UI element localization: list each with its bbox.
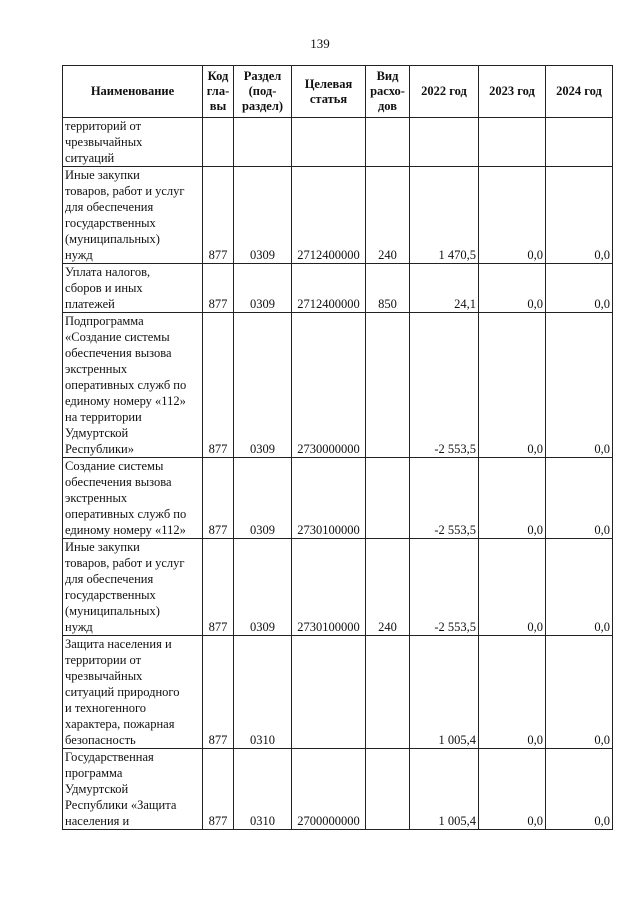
cell-section: 0309 bbox=[234, 167, 292, 264]
cell-expense-type bbox=[366, 118, 410, 167]
table-row bbox=[63, 749, 613, 830]
cell-2024: 0,0 bbox=[546, 636, 613, 749]
cell-target-article bbox=[292, 636, 366, 749]
header-name: Наименование bbox=[63, 66, 203, 118]
cell-target-article: 2712400000 bbox=[292, 167, 366, 264]
cell-2023 bbox=[479, 118, 546, 167]
cell-chapter-code: 877 bbox=[203, 167, 234, 264]
cell-2023: 0,0 bbox=[479, 167, 546, 264]
cell-2022: -2 553,5 bbox=[410, 313, 479, 458]
cell-2023: 0,0 bbox=[479, 458, 546, 539]
table-row bbox=[63, 313, 613, 458]
cell-expense-type: 240 bbox=[366, 167, 410, 264]
cell-2024: 0,0 bbox=[546, 313, 613, 458]
cell-section: 0309 bbox=[234, 539, 292, 636]
cell-name: Государственная программа Удмуртской Республики «Защита населения и bbox=[63, 749, 203, 830]
header-expense-type: Вид расхо- дов bbox=[366, 66, 410, 118]
cell-expense-type: 240 bbox=[366, 539, 410, 636]
header-section: Раздел (под- раздел) bbox=[234, 66, 292, 118]
cell-target-article: 2730000000 bbox=[292, 313, 366, 458]
cell-name: Иные закупки товаров, работ и услуг для обеспечения государственных (муниципальных) нужд bbox=[63, 167, 203, 264]
cell-name: Защита населения и территории от чрезвычайных ситуаций природного и техногенного характера, пожарная безопасность bbox=[63, 636, 203, 749]
cell-2023: 0,0 bbox=[479, 749, 546, 830]
header-2023: 2023 год bbox=[479, 66, 546, 118]
cell-expense-type: 850 bbox=[366, 264, 410, 313]
table-row bbox=[63, 264, 613, 313]
page-number: 139 bbox=[310, 36, 330, 51]
table-row bbox=[63, 539, 613, 636]
cell-2023: 0,0 bbox=[479, 539, 546, 636]
cell-2024 bbox=[546, 118, 613, 167]
budget-table bbox=[62, 65, 613, 830]
cell-2022: 1 005,4 bbox=[410, 636, 479, 749]
table-row bbox=[63, 118, 613, 167]
cell-2023: 0,0 bbox=[479, 313, 546, 458]
header-target-article: Целевая статья bbox=[292, 66, 366, 118]
cell-target-article bbox=[292, 118, 366, 167]
header-chapter-code: Код гла- вы bbox=[203, 66, 234, 118]
cell-2022: 1 005,4 bbox=[410, 749, 479, 830]
cell-2023: 0,0 bbox=[479, 264, 546, 313]
cell-expense-type bbox=[366, 458, 410, 539]
cell-section: 0309 bbox=[234, 264, 292, 313]
cell-2022: 1 470,5 bbox=[410, 167, 479, 264]
cell-chapter-code: 877 bbox=[203, 313, 234, 458]
cell-target-article: 2730100000 bbox=[292, 458, 366, 539]
cell-name: Иные закупки товаров, работ и услуг для обеспечения государственных (муниципальных) нужд bbox=[63, 539, 203, 636]
cell-name: территорий от чрезвычайных ситуаций bbox=[63, 118, 203, 167]
cell-2024: 0,0 bbox=[546, 458, 613, 539]
cell-section: 0309 bbox=[234, 313, 292, 458]
cell-name: Подпрограмма «Создание системы обеспечения вызова экстренных оперативных служб по единому номеру «112» на территории Удмуртской Республики» bbox=[63, 313, 203, 458]
cell-2023: 0,0 bbox=[479, 636, 546, 749]
cell-target-article: 2730100000 bbox=[292, 539, 366, 636]
table-row bbox=[63, 458, 613, 539]
table-row bbox=[63, 167, 613, 264]
cell-expense-type bbox=[366, 749, 410, 830]
cell-2024: 0,0 bbox=[546, 264, 613, 313]
table-row bbox=[63, 636, 613, 749]
cell-target-article: 2712400000 bbox=[292, 264, 366, 313]
cell-target-article: 2700000000 bbox=[292, 749, 366, 830]
cell-2022: 24,1 bbox=[410, 264, 479, 313]
cell-name: Создание системы обеспечения вызова экстренных оперативных служб по единому номеру «112» bbox=[63, 458, 203, 539]
cell-chapter-code: 877 bbox=[203, 264, 234, 313]
cell-name: Уплата налогов, сборов и иных платежей bbox=[63, 264, 203, 313]
cell-2022 bbox=[410, 118, 479, 167]
cell-section: 0310 bbox=[234, 636, 292, 749]
header-2022: 2022 год bbox=[410, 66, 479, 118]
cell-expense-type bbox=[366, 636, 410, 749]
cell-chapter-code: 877 bbox=[203, 636, 234, 749]
cell-2022: -2 553,5 bbox=[410, 458, 479, 539]
cell-section bbox=[234, 118, 292, 167]
header-2024: 2024 год bbox=[546, 66, 613, 118]
cell-section: 0310 bbox=[234, 749, 292, 830]
cell-2024: 0,0 bbox=[546, 539, 613, 636]
table-header-row bbox=[63, 66, 613, 118]
cell-expense-type bbox=[366, 313, 410, 458]
cell-chapter-code bbox=[203, 118, 234, 167]
cell-2024: 0,0 bbox=[546, 749, 613, 830]
cell-chapter-code: 877 bbox=[203, 539, 234, 636]
cell-section: 0309 bbox=[234, 458, 292, 539]
table-body bbox=[63, 118, 613, 830]
cell-2024: 0,0 bbox=[546, 167, 613, 264]
cell-2022: -2 553,5 bbox=[410, 539, 479, 636]
cell-chapter-code: 877 bbox=[203, 749, 234, 830]
cell-chapter-code: 877 bbox=[203, 458, 234, 539]
